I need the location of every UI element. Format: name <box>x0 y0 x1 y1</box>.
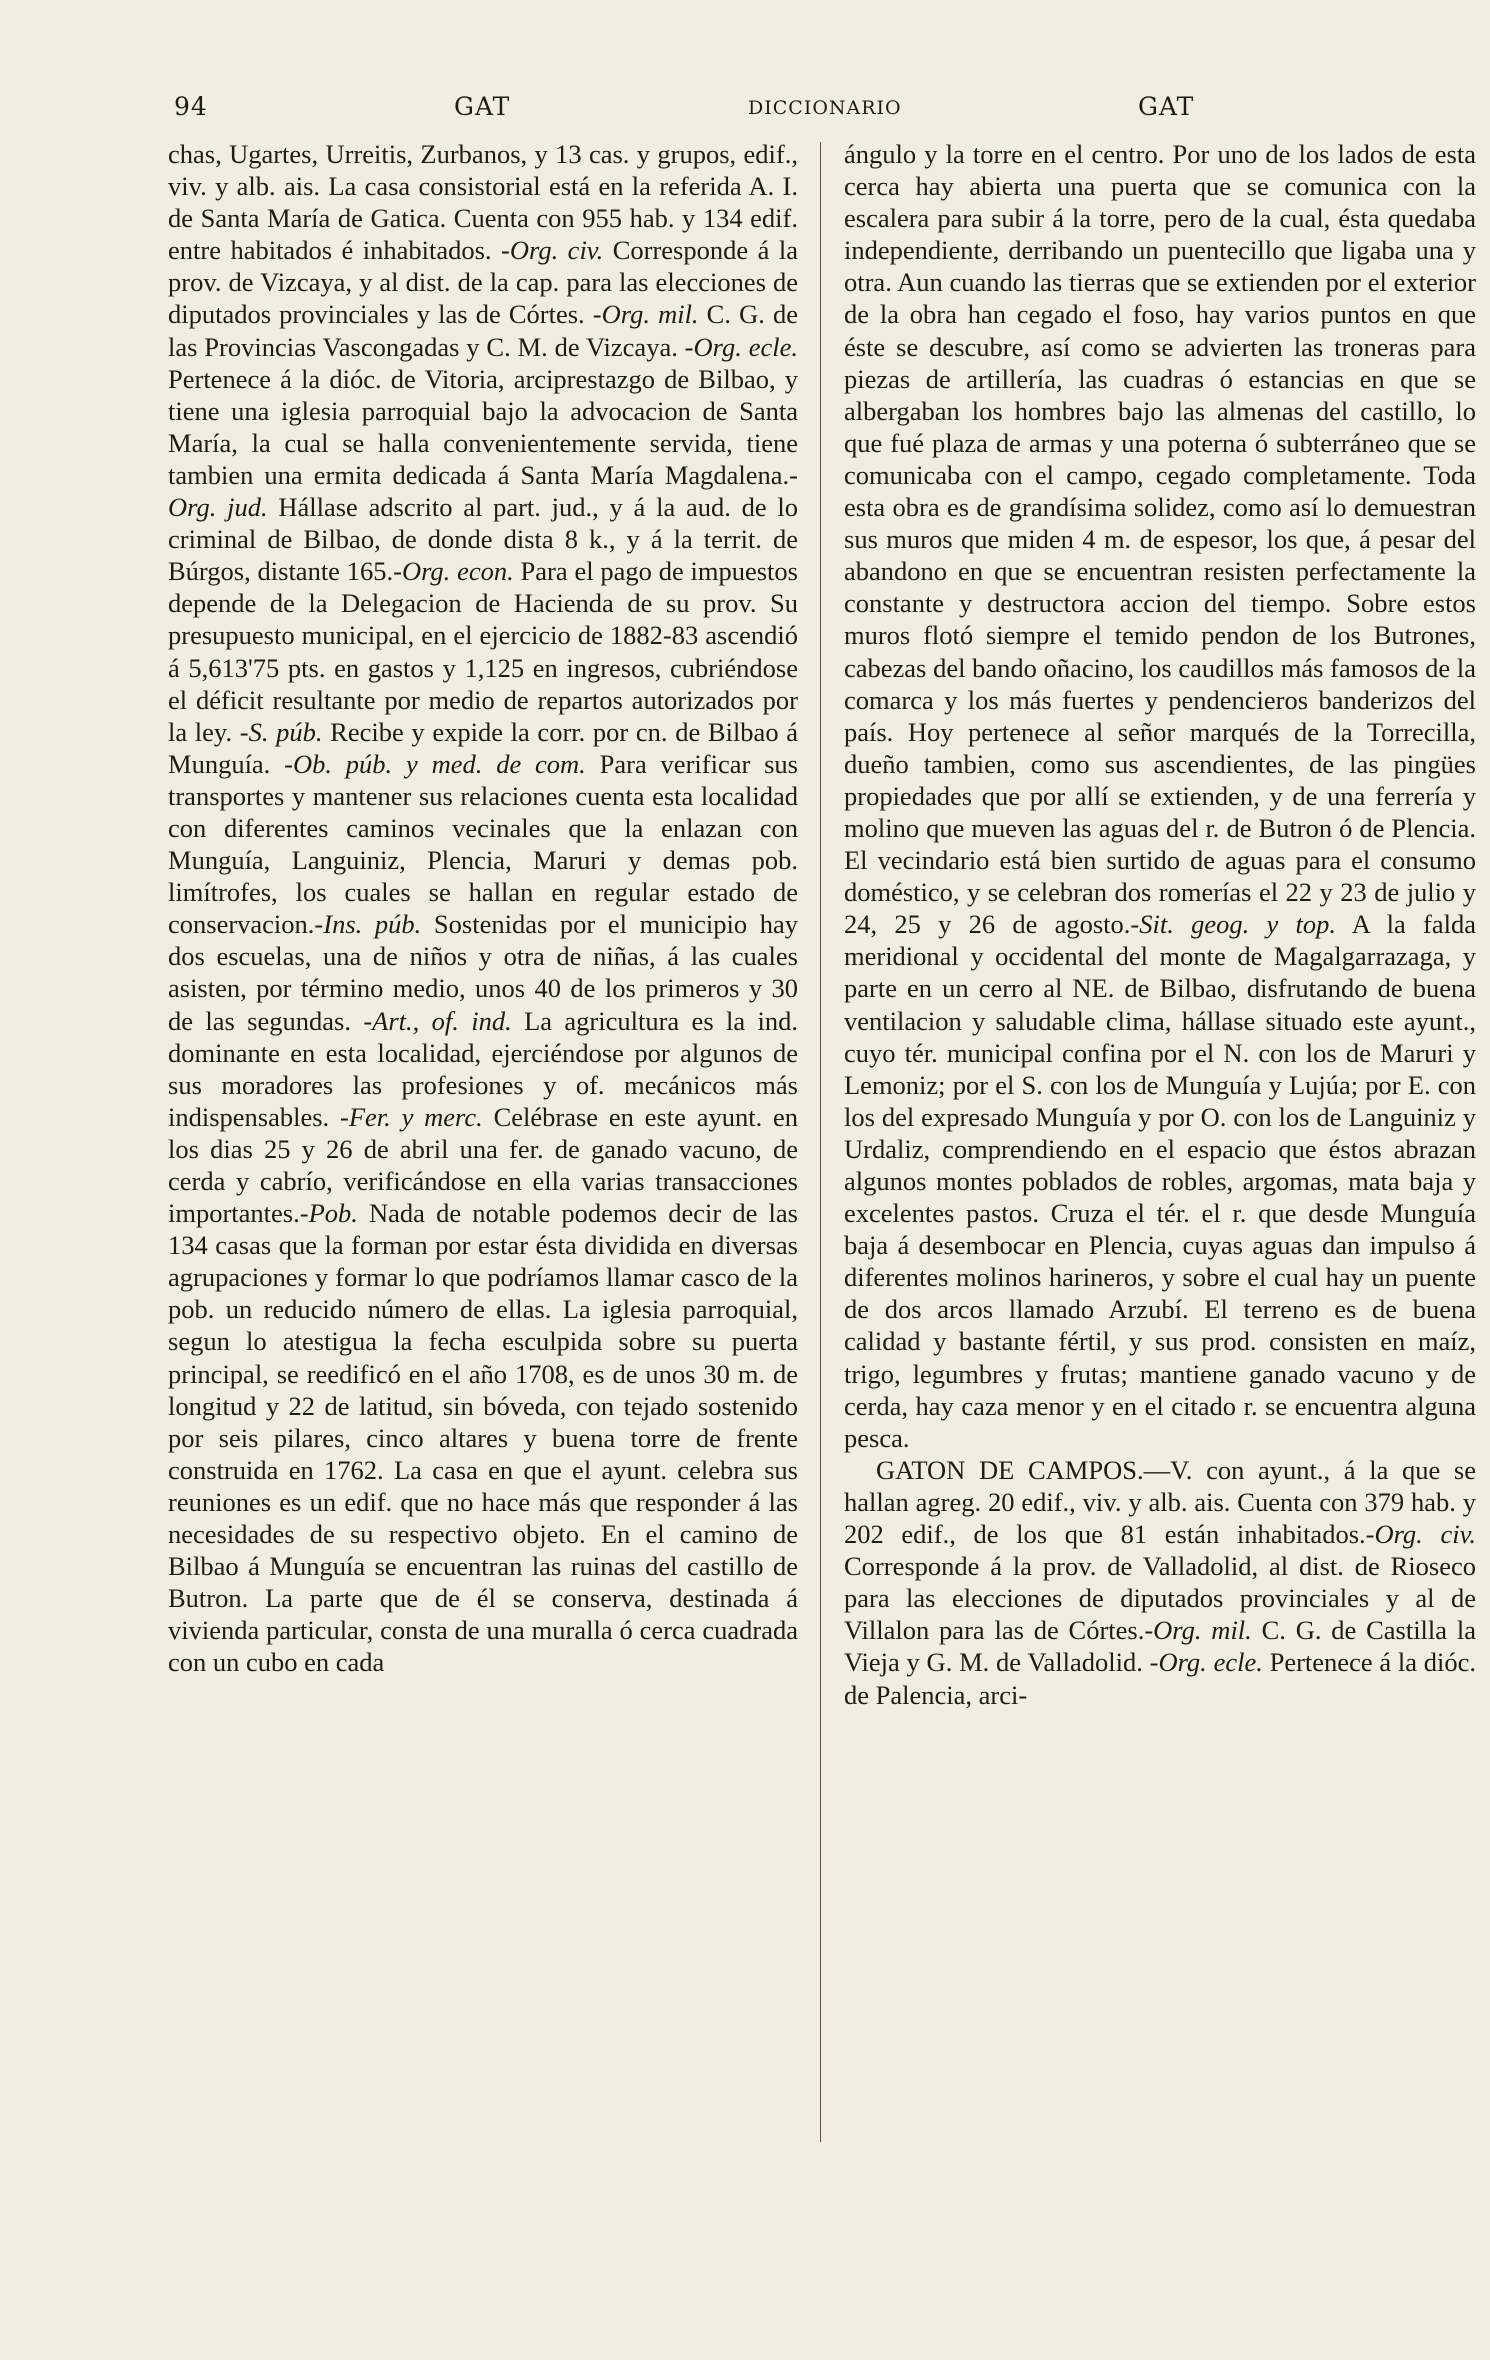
column-divider <box>820 142 821 2142</box>
entry-text-continued: ángulo y la torre en el centro. Por uno de los lados de esta cerca hay abierta una puerta que se comunica con la escalera para subir á la torre, pero de la cual, ésta quedaba independiente, derribando un puentecillo que ligaba una y otra. Aun cuando las tierras que se extienden por el exterior de la obra han cegado el foso, hay varios puntos en que éste se descubre, así como se advierten las troneras para piezas de artillería, las cuadras ó estancias en que se albergaban los hombres bajo las almenas del castillo, lo que fué plaza de armas y una poterna ó subterráneo que se comunicaba con el campo, cegado completamente. Toda esta obra es de grandísima solidez, como así lo demuestran sus muros que miden 4 m. de espesor, los que, á pesar del abandono en que se encuentran resisten perfectamente la constante y destructora accion del tiempo. Sobre estos muros flotó siempre el temido pendon de los Butrones, cabezas del bando oñacino, los caudillos más famosos de la comarca y los más fuertes y pendencieros banderizos del país. Hoy pertenece al señor marqués de la Torrecilla, dueño tambien, como sus ascendientes, de las pingües propiedades que por allí se extienden, y de una ferrería y molino que mueven las aguas del r. de Butron ó de Plencia. El vecindario está bien surtido de aguas para el consumo doméstico, y se celebran dos romerías el 22 y 23 de julio y 24, 25 y 26 de agosto.-Sit. geog. y top. A la falda meridional y occidental del monte de Magalgarrazaga, y parte en un cerro al NE. de Bilbao, disfrutando de buena ventilacion y saludable clima, hállase situado este ayunt., cuyo tér. municipal confina por el N. con los de Maruri y Lemoniz; por el S. con los de Munguía y Lujúa; por E. con los del expresado Munguía y por O. con los de Languiniz y Urdaliz, comprendiendo en el espacio que éstos abrazan algunos montes poblados de robles, argomas, mata baja y excelentes pastos. Cruza el tér. el r. que desde Munguía baja á desembocar en Plencia, cuyas aguas dan impulso á diferentes molinos harineros, y sobre el cual hay un puente de dos arcos llamado Arzubí. El terreno es de buena calidad y bastante fértil, y sus prod. consisten en maíz, trigo, legumbres y frutas; mantiene ganado vacuno y de cerda, hay caza menor y en el citado r. se encuentra alguna pesca. <box>844 139 1476 1453</box>
page-number: 94 <box>174 92 208 121</box>
entry-text: chas, Ugartes, Urreitis, Zurbanos, y 13 cas. y grupos, edif., viv. y alb. ais. La casa consistorial está en la referida A. I. de Santa María de Gatica. Cuenta con 955 hab. y 134 edif. entre habitados é inhabitados. -Org. civ. Corresponde á la prov. de Vizcaya, y al dist. de la cap. para las elecciones de diputados provinciales y las de Córtes. -Org. mil. C. G. de las Provincias Vascongadas y C. M. de Vizcaya. -Org. ecle. Pertenece á la dióc. de Vitoria, arciprestazgo de Bilbao, y tiene una iglesia parroquial bajo la advocacion de Santa María, la cual se halla convenientemente servida, tiene tambien una ermita dedicada á Santa María Magdalena.-Org. jud. Hállase adscrito al part. jud., y á la aud. de lo criminal de Bilbao, de donde dista 8 k., y á la territ. de Búrgos, distante 165.-Org. econ. Para el pago de impuestos depende de la Delegacion de Hacienda de su prov. Su presupuesto municipal, en el ejercicio de 1882-83 ascendió á 5,613'75 pts. en gastos y 1,125 en ingresos, cubriéndose el déficit resultante por medio de repartos autorizados por la ley. -S. púb. Recibe y expide la corr. por cn. de Bilbao á Munguía. -Ob. púb. y med. de com. Para verificar sus transportes y mantener sus relaciones cuenta esta localidad con diferentes caminos vecinales que la enlazan con Munguía, Languiniz, Plencia, Maruri y demas pob. limítrofes, los cuales se hallan en regular estado de conservacion.-Ins. púb. Sostenidas por el municipio hay dos escuelas, una de niños y otra de niñas, á las cuales asisten, por término medio, unos 40 de los primeros y 30 de las segundas. -Art., of. ind. La agricultura es la ind. dominante en esta localidad, ejerciéndose por algunos de sus moradores las profesiones y of. mecánicos más indispensables. -Fer. y merc. Celébrase en este ayunt. en los dias 25 y 26 de abril una fer. de ganado vacuno, de cerda y cabrío, verificándose en ella varias transacciones importantes.-Pob. Nada de notable podemos decir de las 134 casas que la forman por estar ésta dividida en diversas agrupaciones y formar lo que podríamos llamar casco de la pob. un reducido número de ellas. La iglesia parroquial, segun lo atestigua la fecha esculpida sobre su puerta principal, se reedificó en el año 1708, es de unos 30 m. de longitud y 22 de latitud, sin bóveda, con tejado sostenido por seis pilares, cinco altares y buena torre de frente construida en 1762. La casa en que el ayunt. celebra sus reuniones es un edif. que no hace más que responder á las necesidades de su respectivo objeto. En el camino de Bilbao á Munguía se encuentran las ruinas del castillo de Butron. La parte que de él se conserva, destinada á vivienda particular, consta de una muralla ó cerca cuadrada con un cubo en cada <box>168 139 798 1678</box>
left-guide-word: GAT <box>454 92 511 121</box>
right-guide-word: GAT <box>1138 92 1195 121</box>
header-title: DICCIONARIO <box>748 97 902 119</box>
running-header <box>168 92 1328 132</box>
entry-gaton-de-campos: GATON DE CAMPOS.—V. con ayunt., á la que se hallan agreg. 20 edif., viv. y alb. ais. Cuenta con 379 hab. y 202 edif., de los que 81 están inhabitados.-Org. civ. Corresponde á la prov. de Valladolid, al dist. de Rioseco para las elecciones de diputados provinciales y al de Villalon para las de Córtes.-Org. mil. C. G. de Castilla la Vieja y G. M. de Valladolid. -Org. ecle. Pertenece á la dióc. de Palencia, arci- <box>844 1454 1476 1710</box>
left-column <box>168 138 798 2268</box>
right-column <box>844 138 1476 2268</box>
